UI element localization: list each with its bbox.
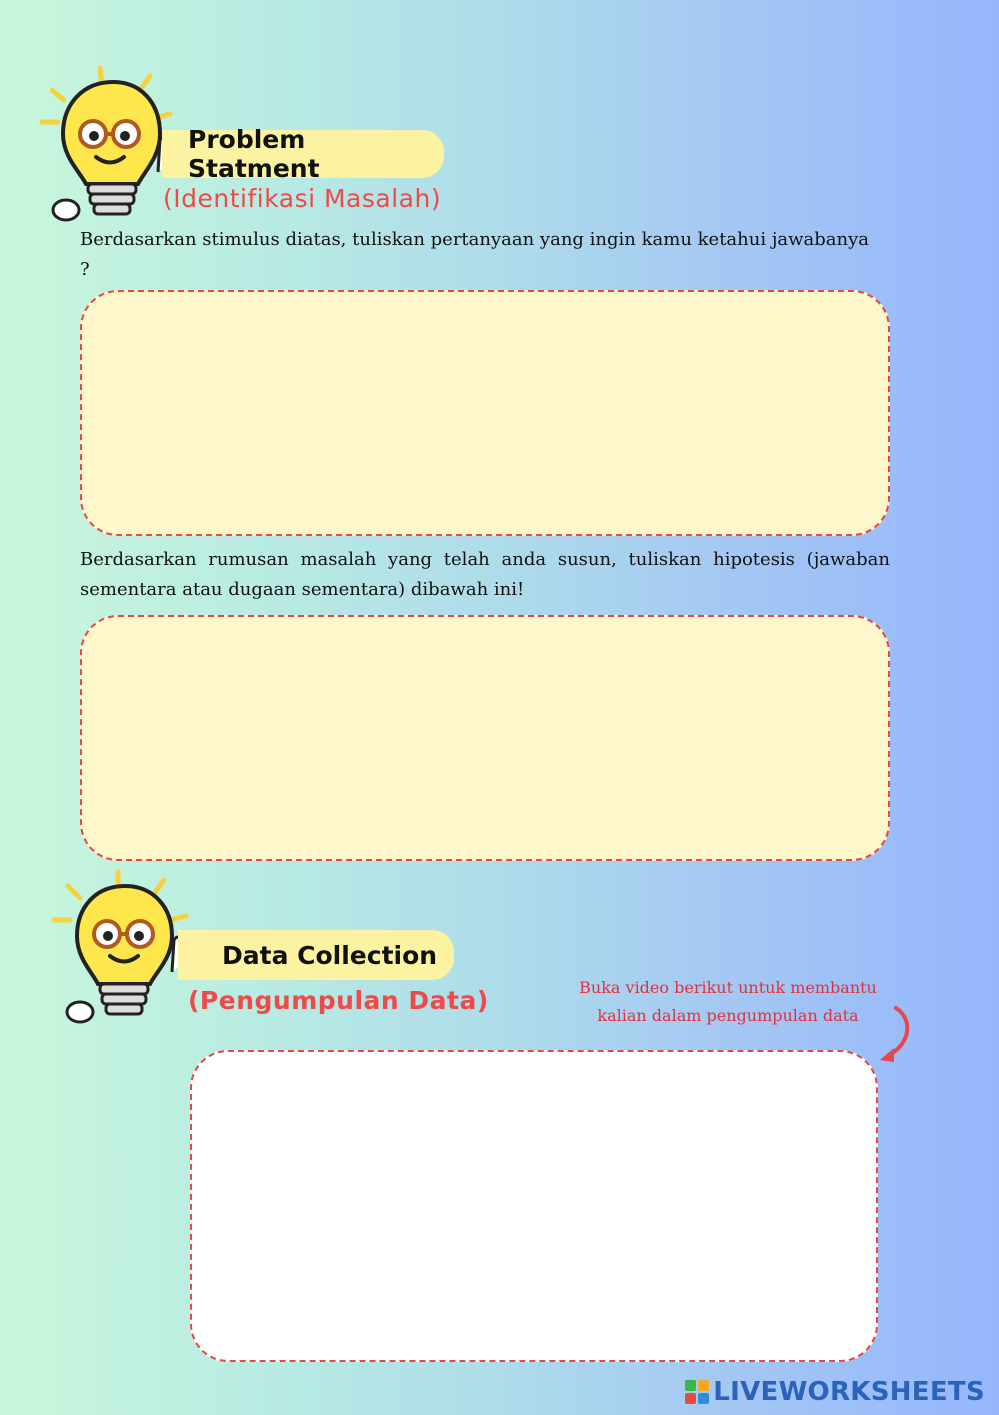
video-embed-box[interactable] <box>190 1050 878 1362</box>
hypothesis-answer-box[interactable] <box>80 615 890 861</box>
section2-subtitle: (Pengumpulan Data) <box>188 986 489 1015</box>
video-instruction-note: Buka video berikut untuk membantu kalian dalam pengumpulan data <box>579 978 877 1025</box>
section1-subtitle: (Identifikasi Masalah) <box>163 184 442 213</box>
problem-question-prompt: Berdasarkan stimulus diatas, tuliskan pertanyaan yang ingin kamu ketahui jawabanya ? <box>80 229 870 280</box>
curved-arrow-icon <box>876 1004 916 1066</box>
section1-title-banner <box>162 125 444 183</box>
liveworksheets-brand: LIVEWORKSHEETS <box>713 1377 985 1407</box>
problem-answer-box[interactable] <box>80 290 890 536</box>
liveworksheets-logo-icon <box>685 1380 709 1404</box>
section2-title-banner <box>178 930 454 980</box>
section2-title: Data Collection <box>222 940 438 970</box>
liveworksheets-logo <box>685 1377 985 1407</box>
hypothesis-prompt: Berdasarkan rumusan masalah yang telah anda susun, tuliskan hipotesis (jawaban sementara atau dugaan sementara) dibawah ini! <box>80 549 890 600</box>
section1-title: Problem Statment <box>188 125 320 183</box>
